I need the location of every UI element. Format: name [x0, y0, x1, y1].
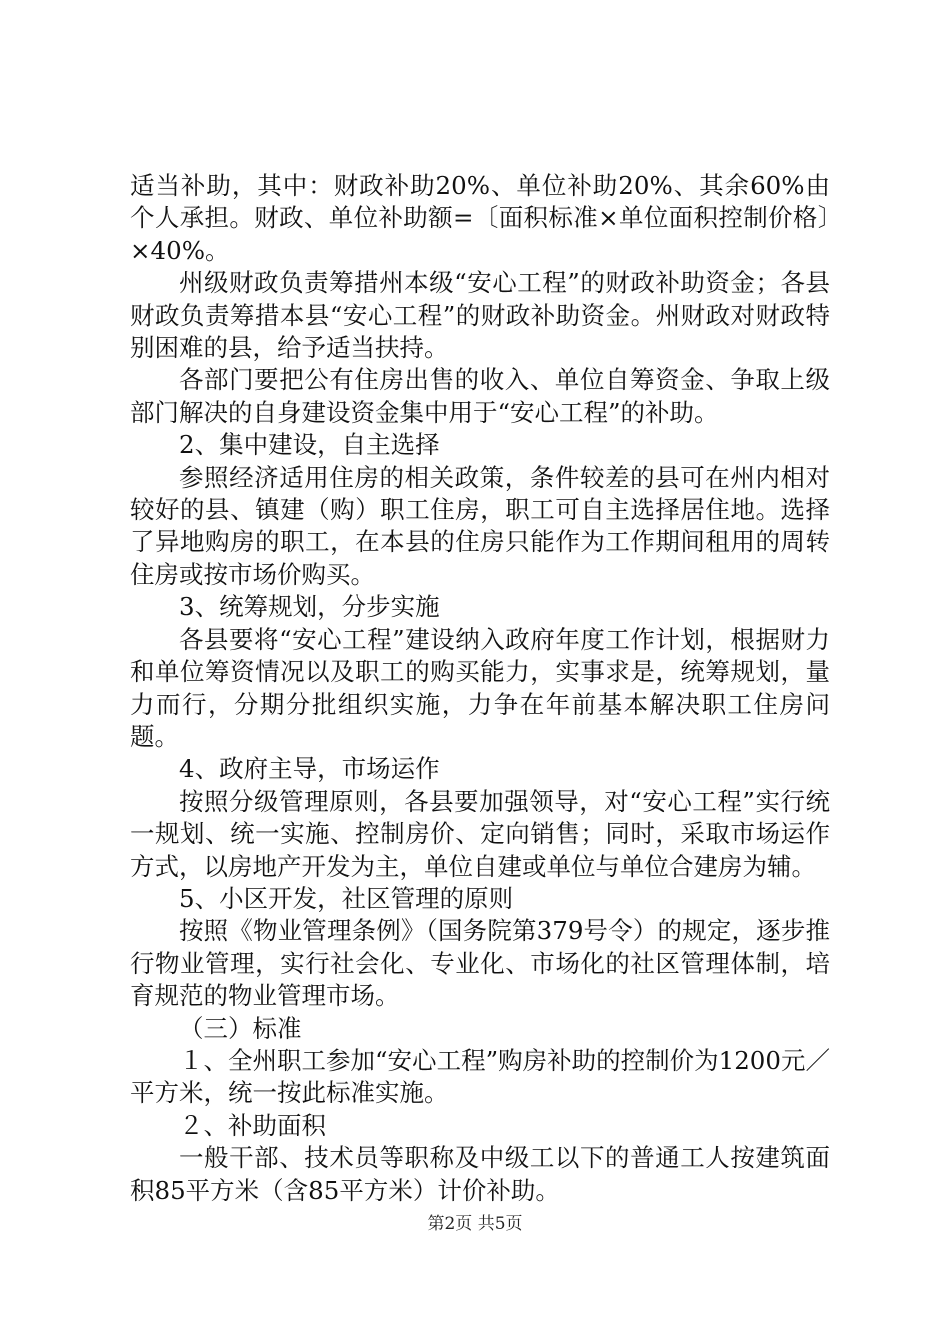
paragraph: ２、补助面积	[179, 1110, 326, 1140]
paragraph: 各部门要把公有住房出售的收入、单位自筹资金、争取上级部门解决的自身建设资金集中用于“安心工程”的补助。	[130, 365, 830, 427]
paragraph: 按照《物业管理条例》（国务院第379号令）的规定，逐步推行物业管理，实行社会化、专业化、市场化的社区管理体制，培育规范的物业管理市场。	[130, 916, 830, 1011]
paragraph: 4、政府主导，市场运作	[179, 754, 440, 784]
paragraph: （三）标准	[179, 1013, 302, 1043]
paragraph: 参照经济适用住房的相关政策，条件较差的县可在州内相对较好的县、镇建（购）职工住房，职工可自主选择居住地。选择了异地购房的职工，在本县的住房只能作为工作期间租用的周转住房或按市场价购买。	[130, 462, 830, 589]
paragraph: 按照分级管理原则，各县要加强领导，对“安心工程”实行统一规划、统一实施、控制房价、定向销售；同时，采取市场运作方式，以房地产开发为主，单位自建或单位与单位合建房为辅。	[130, 786, 830, 881]
paragraph: 各县要将“安心工程”建设纳入政府年度工作计划，根据财力和单位筹资情况以及职工的购买能力，实事求是，统筹规划，量力而行，分期分批组织实施，力争在年前基本解决职工住房问题。	[130, 624, 830, 751]
paragraph: 一般干部、技术员等职称及中级工以下的普通工人按建筑面积85平方米（含85平方米）计价补助。	[130, 1143, 830, 1205]
paragraph: 2、集中建设，自主选择	[179, 430, 440, 460]
document-body	[130, 170, 830, 1207]
page-footer: 第2页 共5页	[427, 1214, 523, 1234]
paragraph: 州级财政负责筹措州本级“安心工程”的财政补助资金；各县财政负责筹措本县“安心工程”的财政补助资金。州财政对财政特别困难的县，给予适当扶持。	[130, 268, 830, 363]
paragraph: １、全州职工参加“安心工程”购房补助的控制价为1200元／平方米，统一按此标准实施。	[130, 1045, 830, 1108]
paragraph: 适当补助，其中：财政补助20%、单位补助20%、其余60%由个人承担。财政、单位补助额=〔面积标准×单位面积控制价格〕×40%。	[130, 171, 830, 265]
paragraph: 5、小区开发，社区管理的原则	[179, 883, 514, 913]
paragraph: 3、统筹规划，分步实施	[179, 592, 440, 622]
